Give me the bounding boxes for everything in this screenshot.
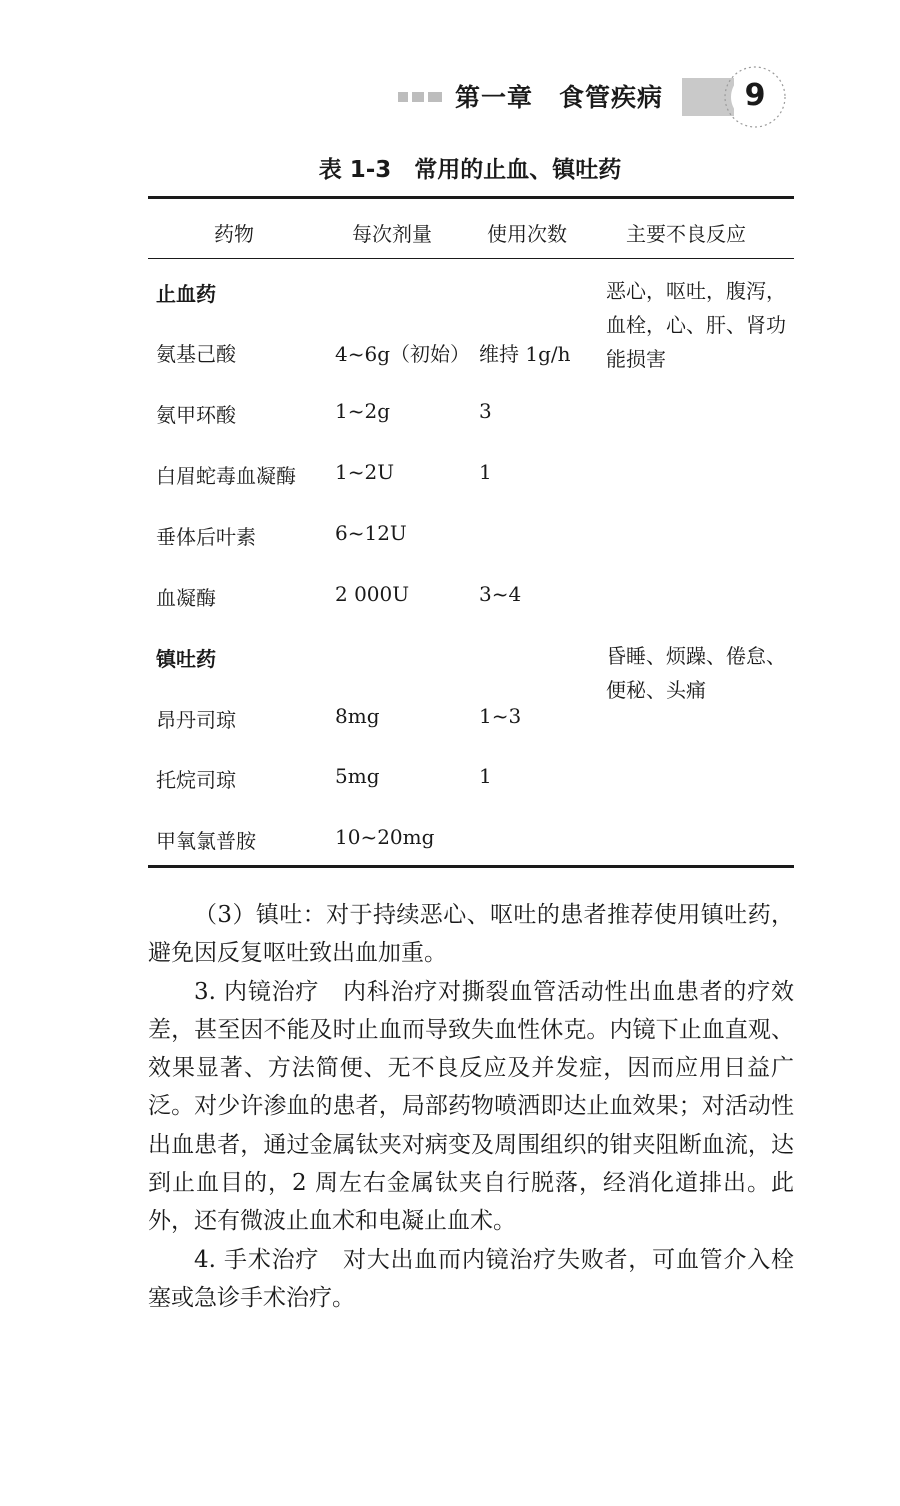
paragraph-surgical-treatment: 4. 手术治疗 对大出血而内镜治疗失败者，可血管介入栓塞或急诊手术治疗。 [148, 1246, 794, 1311]
table-row-dose: 2 000U [335, 582, 410, 606]
header-dose: 每次剂量 [352, 222, 432, 246]
table-row-dose: 1~2g [335, 399, 391, 423]
paragraph-endoscopic-treatment: 3. 内镜治疗 内科治疗对撕裂血管活动性出血患者的疗效差，甚至因不能及时止血而导致失血性休克。内镜下止血直观、效果显著、方法简便、无不良反应及并发症，因而应用日益广泛。对少许渗血的患者，局部药物喷洒即达止血效果；对活动性出血患者，通过金属钛夹对病变及周围组织的钳夹阻断血流，达到止血目的，2 周左右金属钛夹自行脱落，经消化道排出。此外，还有微波止血术和电凝止血术。 [148, 978, 794, 1235]
table-row-dose: 10~20mg [335, 825, 435, 849]
table-top-rule [148, 196, 794, 199]
adverse-effects-hemostatic: 恶心，呕吐，腹泻，血栓，心、肝、肾功能损害 [606, 279, 786, 371]
body-text [148, 896, 794, 1317]
table-row-drug: 血凝酶 [156, 586, 216, 610]
table-row-drug: 甲氧氯普胺 [156, 829, 256, 853]
paragraph-antiemetic: （3）镇吐：对于持续恶心、呕吐的患者推荐使用镇吐药，避免因反复呕吐致出血加重。 [148, 902, 794, 967]
table-row-frequency: 维持 1g/h [479, 342, 571, 366]
header-adverse-effects: 主要不良反应 [626, 222, 746, 246]
table-row-dose: 4~6g（初始） [335, 342, 471, 366]
table-header-rule [148, 258, 794, 259]
page-number: 9 [744, 78, 766, 113]
header-frequency: 使用次数 [487, 222, 567, 246]
chapter-title: 第一章 食管疾病 [455, 83, 664, 112]
table-row-dose: 6~12U [335, 521, 407, 545]
table-row-frequency: 3~4 [479, 582, 522, 606]
table-row-drug: 氨甲环酸 [156, 403, 236, 427]
header-drug: 药物 [214, 222, 254, 246]
table-bottom-rule [148, 865, 794, 868]
table-row-frequency: 3 [479, 399, 492, 423]
table-row-drug: 托烷司琼 [156, 768, 236, 792]
table-row-drug: 昂丹司琼 [156, 708, 236, 732]
table-row-drug: 白眉蛇毒血凝酶 [156, 464, 296, 488]
table-row-dose: 1~2U [335, 460, 395, 484]
running-header [0, 0, 900, 140]
header-decoration [398, 92, 442, 102]
group-title-hemostatic: 止血药 [156, 282, 216, 306]
table-caption: 表 1-3 常用的止血、镇吐药 [318, 157, 622, 183]
group-title-antiemetic: 镇吐药 [156, 647, 216, 671]
table-row-frequency: 1~3 [479, 704, 522, 728]
table-row-drug: 垂体后叶素 [156, 525, 256, 549]
table-row-frequency: 1 [479, 460, 492, 484]
table-row-drug: 氨基己酸 [156, 342, 236, 366]
page-number-badge [722, 64, 788, 130]
table-row-frequency: 1 [479, 764, 492, 788]
adverse-effects-antiemetic: 昏睡、烦躁、倦怠、便秘、头痛 [606, 644, 786, 702]
table-row-dose: 5mg [335, 764, 380, 788]
table-row-dose: 8mg [335, 704, 380, 728]
